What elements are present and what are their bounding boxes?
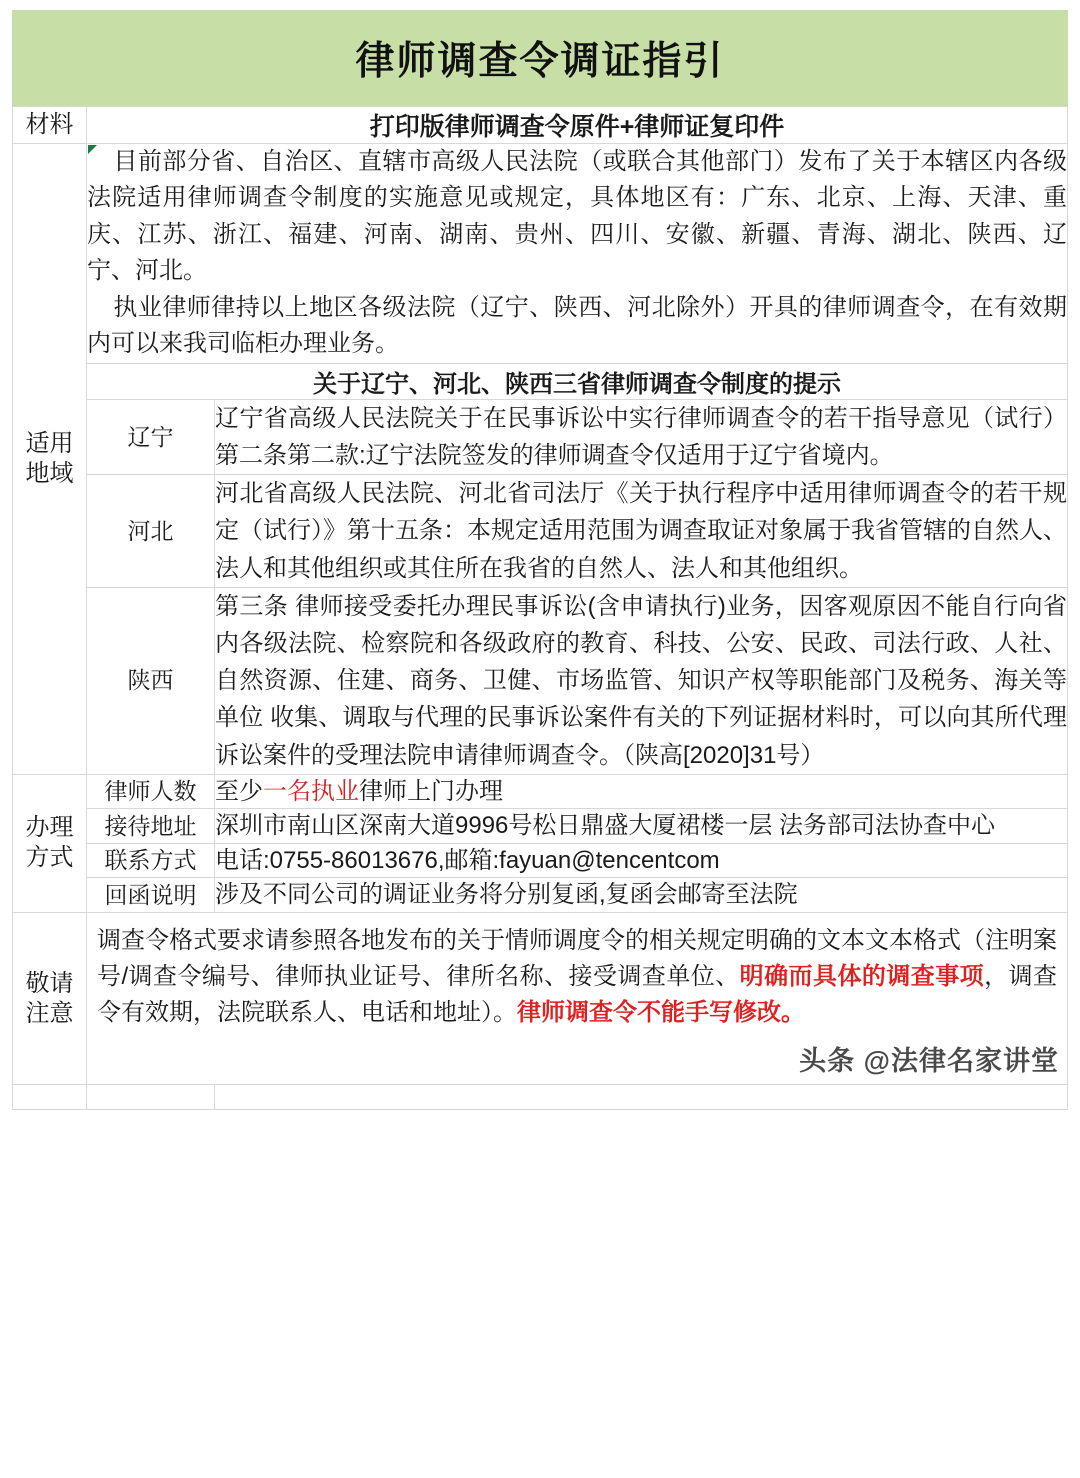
row-label-region-line2: 地域 — [25, 459, 74, 487]
materials-value: 打印版律师调查令原件+律师证复印件 — [87, 107, 1068, 144]
notice-part-1: 调查令格式要求请参照各地发布的关于情师调度令的相关规定明确的文本文本格式（注明案号/调查令编号、律师执业证号、律所名称、接受调查单位、 — [97, 927, 1057, 991]
province-text-liaoning: 辽宁省高级人民法院关于在民事诉讼中实行律师调查令的若干指导意见（试行）第二条第二款:辽宁法院签发的律师调查令仅适用于辽宁省境内。 — [215, 399, 1068, 474]
guidance-table — [12, 106, 1068, 1110]
table-row-reply — [13, 878, 1068, 913]
notice-highlight-2: 律师调查令不能手写修改。 — [517, 999, 805, 1027]
handling-label-reply: 回函说明 — [87, 878, 215, 913]
watermark: 头条 @法律名家讲堂 — [799, 1046, 1059, 1077]
row-label-notice-line1: 敬请 — [25, 969, 74, 997]
table-row-region-paragraph — [13, 144, 1068, 364]
comment-marker-icon — [88, 145, 97, 154]
table-row-address — [13, 809, 1068, 844]
notice-text — [87, 913, 1067, 1037]
handling-value-reply: 涉及不同公司的调证业务将分别复函,复函会邮寄至法院 — [215, 878, 1068, 913]
row-label-notice — [13, 913, 87, 1085]
province-name-hebei: 河北 — [87, 475, 215, 588]
table-row-province-liaoning — [13, 399, 1068, 474]
table-row-contact — [13, 843, 1068, 878]
lawyer-count-highlight: 一名执业 — [263, 777, 359, 805]
row-label-region — [13, 144, 87, 775]
table-row-province-hebei — [13, 475, 1068, 588]
handling-label-address: 接待地址 — [87, 809, 215, 844]
table-row-province-shaanxi — [13, 587, 1068, 774]
lawyer-count-prefix: 至少 — [215, 777, 263, 805]
region-subheading: 关于辽宁、河北、陕西三省律师调查令制度的提示 — [87, 363, 1068, 399]
notice-cell — [87, 913, 1068, 1085]
page-title: 律师调查令调证指引 — [355, 40, 725, 83]
row-label-handling — [13, 774, 87, 912]
page-title-banner — [12, 10, 1068, 106]
partial-cell-label — [13, 1085, 87, 1110]
table-row-region-subheading — [13, 363, 1068, 399]
lawyer-count-suffix: 律师上门办理 — [359, 777, 503, 805]
table-row-partial-next — [13, 1085, 1068, 1110]
table-row-materials — [13, 107, 1068, 144]
province-name-shaanxi: 陕西 — [87, 587, 215, 774]
table-row-lawyer-count — [13, 774, 1068, 809]
row-label-materials: 材料 — [13, 107, 87, 144]
row-label-handling-line1: 办理 — [25, 814, 74, 842]
region-paragraph-2: 执业律师律持以上地区各级法院（辽宁、陕西、河北除外）开具的律师调查令，在有效期内可以来我司临柜办理业务。 — [87, 293, 1067, 358]
row-label-notice-line2: 注意 — [25, 999, 74, 1027]
handling-value-address: 深圳市南山区深南大道9996号松日鼎盛大厦裙楼一层 法务部司法协查中心 — [215, 809, 1068, 844]
handling-label-contact: 联系方式 — [87, 843, 215, 878]
notice-part-2: ，调查令有效期，法院联系人、电话和地址）。 — [97, 963, 1058, 1027]
handling-label-lawyer-count: 律师人数 — [87, 774, 215, 809]
partial-cell-sublabel — [87, 1085, 215, 1110]
partial-cell-body — [215, 1085, 1068, 1110]
row-label-handling-line2: 方式 — [25, 844, 74, 872]
table-row-notice — [13, 913, 1068, 1085]
province-name-liaoning: 辽宁 — [87, 399, 215, 474]
region-paragraphs — [87, 144, 1068, 364]
notice-highlight-1: 明确而具体的调查事项 — [739, 963, 985, 991]
row-label-region-line1: 适用 — [25, 429, 74, 457]
handling-value-lawyer-count — [215, 774, 1068, 809]
guidance-sheet — [12, 10, 1068, 1110]
region-paragraph-1: 目前部分省、自治区、直辖市高级人民法院（或联合其他部门）发布了关于本辖区内各级法院适用律师调查令制度的实施意见或规定，具体地区有：广东、北京、上海、天津、重庆、江苏、浙江、福建、河南、湖南、贵州、四川、安徽、新疆、青海、湖北、陕西、辽宁、河北。 — [87, 148, 1067, 285]
handling-value-contact: 电话:0755-86013676,邮箱:fayuan@tencentcom — [215, 843, 1068, 878]
province-text-shaanxi: 第三条 律师接受委托办理民事诉讼(含申请执行)业务，因客观原因不能自行向省内各级法院、检察院和各级政府的教育、科技、公安、民政、司法行政、人社、自然资源、住建、商务、卫健、市场监管、知识产权等职能部门及税务、海关等单位 收集、调取与代理的民事诉讼案件有关的下列证据材料时，可以向其所代理诉讼案件的受理法院申请律师调查令。（陕高[2020]31号） — [215, 587, 1068, 774]
province-text-hebei: 河北省高级人民法院、河北省司法厅《关于执行程序中适用律师调查令的若干规定（试行）》第十五条：本规定适用范围为调查取证对象属于我省管辖的自然人、法人和其他组织或其住所在我省的自然人、法人和其他组织。 — [215, 475, 1068, 588]
